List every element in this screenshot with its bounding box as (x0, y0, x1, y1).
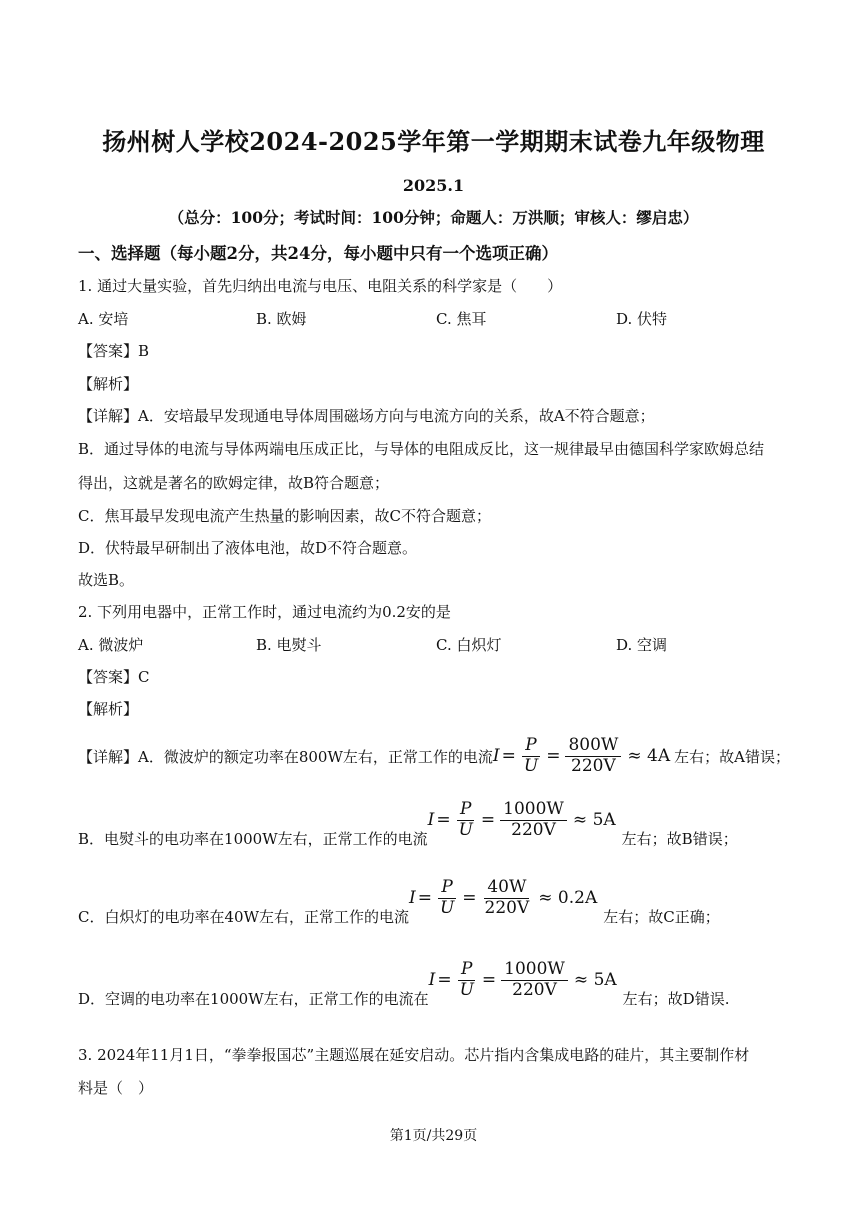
section-title: 一、选择题（每小题2分，共24分，每小题中只有一个选项正确） (78, 244, 558, 263)
line-suffix: 左右；故C正确； (603, 908, 720, 927)
formula-eq: = (480, 810, 496, 831)
formula-i: I (408, 888, 416, 909)
q2-stem: 2. 下列用电器中，正常工作时，通过电流约为0.2安的是 (78, 603, 451, 621)
p-over-u-fraction (437, 878, 457, 918)
fraction-p: P (458, 960, 475, 981)
line-prefix: D．空调的电功率在1000W左右，正常工作的电流在 (78, 990, 429, 1009)
page-number: 第1页/共29页 (389, 1128, 478, 1144)
fraction-voltage: 220V (512, 979, 557, 1000)
q2-detail-line-b (78, 799, 738, 852)
value-fraction (565, 736, 621, 776)
q1-analysis-label: 【解析】 (78, 375, 139, 393)
formula-eq: = (437, 970, 452, 991)
fraction-u: U (523, 755, 539, 776)
q1-detail-line: 【详解】A．安培最早发现通电导体周围磁场方向与电流方向的关系，故A不符合题意； (78, 407, 655, 425)
formula-result: ≈ 5A (572, 810, 616, 831)
formula-i: I (492, 746, 500, 767)
formula-eq: = (501, 746, 516, 767)
value-fraction (501, 960, 568, 1000)
q2-detail-line-c (78, 877, 720, 930)
formula-eq: = (436, 810, 451, 831)
q2-detail-line-a (78, 736, 790, 776)
q3-stem: 3. 2024年11月1日，“拳拳报国芯”主题巡展在延安启动。芯片指内含集成电路的硅片，其主要制作材 (78, 1046, 750, 1064)
fraction-voltage: 220V (511, 819, 556, 840)
fraction-power: 1000W (501, 960, 568, 981)
fraction-p: P (438, 878, 455, 899)
current-formula (409, 878, 597, 918)
fraction-power: 40W (484, 878, 529, 899)
q1-detail-line: C．焦耳最早发现电流产生热量的影响因素，故C不符合题意； (78, 507, 491, 525)
q1-detail-line: 得出，这就是著名的欧姆定律，故B符合题意； (78, 474, 390, 492)
value-fraction (482, 878, 533, 918)
formula-result: ≈ 5A (573, 970, 617, 991)
q2-option-c: C. 白炽灯 (436, 636, 502, 654)
line-prefix: C．白炽灯的电功率在40W左右，正常工作的电流 (78, 908, 409, 927)
line-suffix: 左右；故B错误； (621, 830, 738, 849)
q2-answer: 【答案】C (78, 668, 150, 686)
formula-i: I (428, 970, 436, 991)
fraction-u: U (459, 979, 474, 1000)
q1-option-a: A. 安培 (78, 310, 129, 328)
fraction-voltage: 220V (571, 755, 616, 776)
q1-option-b: B. 欧姆 (256, 310, 307, 328)
current-formula (493, 736, 670, 776)
exam-meta: （总分：100分；考试时间：100分钟；命题人：万洪顺；审核人：缪启忠） (168, 208, 699, 227)
formula-eq: = (546, 746, 561, 767)
q1-conclusion: 故选B。 (78, 571, 135, 589)
q1-detail-line: B．通过导体的电流与导体两端电压成正比，与导体的电阻成反比，这一规律最早由德国科学家欧姆总结 (78, 440, 765, 458)
fraction-u: U (439, 897, 455, 918)
q2-option-b: B. 电熨斗 (256, 636, 322, 654)
value-fraction (500, 800, 567, 840)
page-title: 扬州树人学校2024-2025学年第一学期期末试卷九年级物理 (102, 127, 765, 156)
exam-date: 2025.1 (402, 176, 465, 195)
q2-analysis-label: 【解析】 (78, 700, 139, 718)
current-formula (428, 800, 616, 840)
q1-option-c: C. 焦耳 (436, 310, 487, 328)
p-over-u-fraction (456, 800, 476, 840)
p-over-u-fraction (457, 960, 477, 1000)
fraction-power: 800W (565, 736, 621, 757)
formula-i: I (427, 810, 435, 831)
q1-stem: 1. 通过大量实验，首先归纳出电流与电压、电阻关系的科学家是（ ） (78, 277, 563, 295)
fraction-u: U (458, 819, 473, 840)
q3-stem-continued: 料是（ ） (78, 1079, 154, 1097)
fraction-p: P (457, 800, 474, 821)
line-suffix: 左右；故A错误； (674, 747, 790, 766)
formula-eq: = (417, 888, 432, 909)
line-suffix: 左右；故D错误. (622, 990, 730, 1009)
q2-option-d: D. 空调 (616, 636, 668, 654)
q1-answer: 【答案】B (78, 342, 150, 360)
formula-eq: = (462, 888, 477, 909)
q1-option-d: D. 伏特 (616, 310, 668, 328)
q2-detail-line-d (78, 959, 730, 1012)
line-prefix: B．电熨斗的电功率在1000W左右，正常工作的电流 (78, 830, 428, 849)
line-prefix: 【详解】A．微波炉的额定功率在800W左右，正常工作的电流 (78, 747, 493, 766)
fraction-voltage: 220V (484, 897, 530, 918)
formula-eq: = (481, 970, 497, 991)
fraction-power: 1000W (500, 800, 567, 821)
formula-result: ≈ 0.2A (538, 888, 598, 909)
formula-result: ≈ 4A (627, 746, 671, 767)
p-over-u-fraction (521, 736, 541, 776)
q2-option-a: A. 微波炉 (78, 636, 144, 654)
q1-detail-line: D．伏特最早研制出了液体电池，故D不符合题意。 (78, 539, 418, 557)
current-formula (429, 960, 617, 1000)
fraction-p: P (522, 736, 539, 757)
